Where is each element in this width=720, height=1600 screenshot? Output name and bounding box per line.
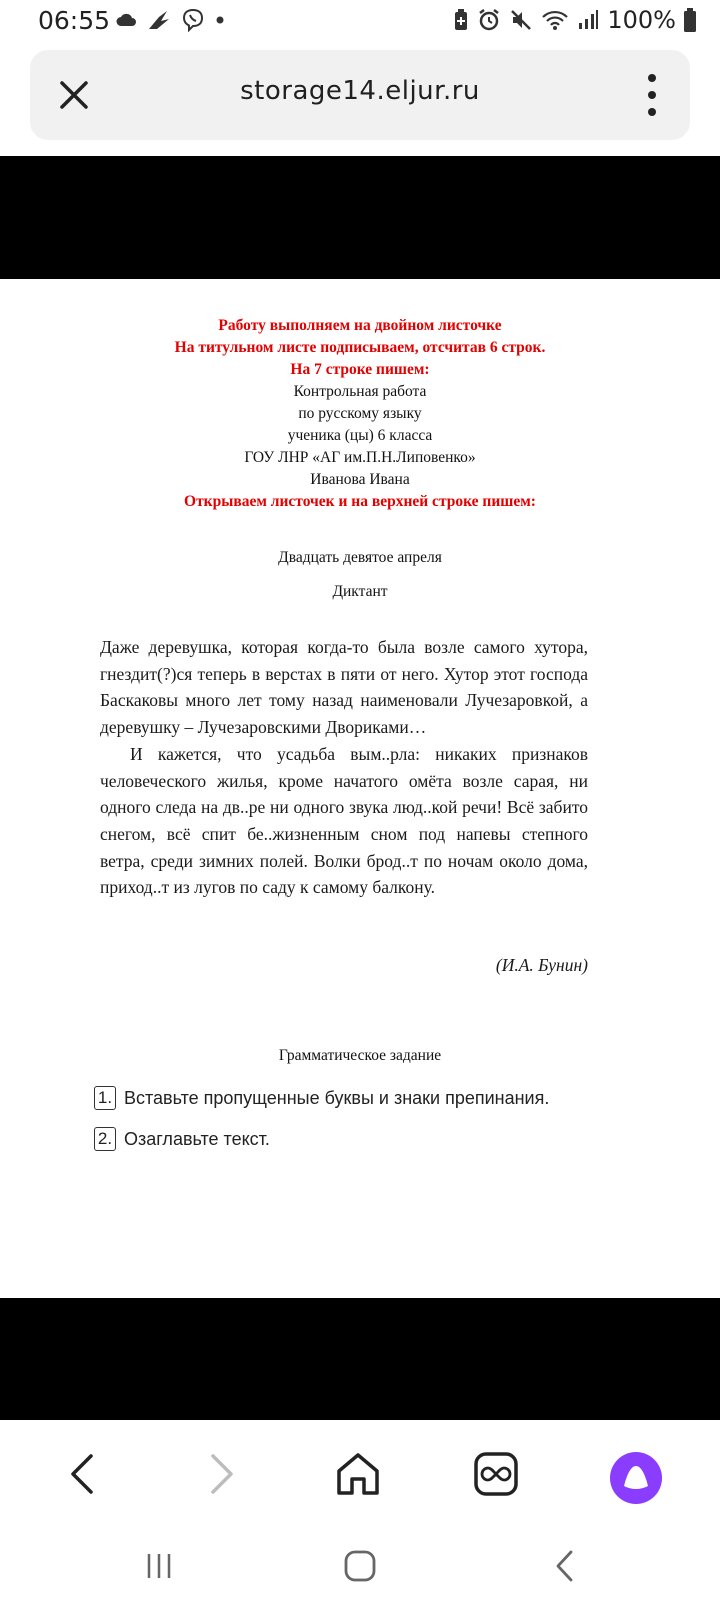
battery-icon: [684, 8, 696, 32]
system-nav: [0, 1532, 720, 1600]
task-item: [94, 1127, 270, 1151]
task-text: Озаглавьте текст.: [124, 1128, 270, 1149]
status-bar: [0, 0, 720, 44]
back-icon[interactable]: [52, 1444, 112, 1504]
status-left-icons: [115, 8, 225, 32]
forward-icon[interactable]: [192, 1444, 252, 1504]
mute-icon: [509, 8, 533, 32]
browser-bottom-nav: [0, 1420, 720, 1532]
header-red-line: Работу выполняем на двойном листочке: [218, 317, 502, 334]
task-number: 2.: [94, 1127, 116, 1151]
tabs-icon[interactable]: [466, 1444, 526, 1504]
dictation-title: Диктант: [332, 583, 388, 600]
alarm-icon: [477, 8, 501, 32]
wifi-icon: [541, 9, 569, 31]
url-text[interactable]: storage14.eljur.ru: [240, 76, 480, 106]
paragraph-1: Даже деревушка, которая когда-то была возле самого хутора, гнездит(?)ся теперь в верстах в пяти от него. Хутор этот господа Баскаковы много лет тому назад наименовали Лучезаровкой, а деревушку – Лучезаровскими Двориками…: [100, 637, 588, 738]
more-vertical-icon[interactable]: [644, 72, 660, 118]
home-button-icon[interactable]: [335, 1546, 385, 1586]
date-line: Двадцать девятое апреля: [278, 549, 442, 566]
recent-apps-icon[interactable]: [134, 1546, 184, 1586]
alice-assistant-icon[interactable]: [610, 1452, 662, 1504]
title-line: по русскому языку: [298, 405, 422, 422]
home-icon[interactable]: [328, 1444, 388, 1504]
task-text: Вставьте пропущенные буквы и знаки препинания.: [124, 1087, 550, 1108]
task-number: 1.: [94, 1086, 116, 1110]
battery-saver-icon: [453, 9, 469, 31]
task-item: [94, 1086, 549, 1110]
status-time: 06:55: [38, 6, 111, 35]
header-red-line: На титульном листе подписываем, отсчитав 6 строк.: [174, 339, 546, 356]
cloud-icon: [115, 12, 137, 28]
title-line: ГОУ ЛНР «АГ им.П.Н.Липовенко»: [244, 449, 476, 466]
image-letterbox-bottom: [0, 1298, 720, 1420]
system-back-icon[interactable]: [540, 1546, 590, 1586]
status-right-icons: [453, 6, 696, 34]
header-red-line: На 7 строке пишем:: [290, 361, 430, 378]
dictation-text: [100, 634, 588, 901]
dot-icon: [215, 15, 225, 25]
open-instruction: Открываем листочек и на верхней строке пишем:: [184, 493, 536, 510]
title-line: Контрольная работа: [293, 383, 427, 400]
image-letterbox-top: [0, 156, 720, 279]
viber-icon: [181, 8, 205, 32]
signal-icon: [577, 9, 599, 31]
battery-percent: 100%: [607, 6, 676, 34]
title-line: ученика (цы) 6 класса: [287, 427, 433, 444]
bird-icon: [147, 9, 171, 31]
title-line: Иванова Ивана: [310, 471, 410, 488]
url-bar[interactable]: [30, 50, 690, 140]
paragraph-2: И кажется, что усадьба вым..рла: никаких признаков человеческого жилья, кроме начатого омёта возле сарая, ни одного следа на дв..ре ни одного звука люд..кой речи! Всё забито снегом, всё спит бе..жизненным сном под напевы степного ветра, среди зимних полей. Волки брод..т по ночам около дома, приход..т из лугов по саду к самому балкону.: [100, 743, 588, 898]
grammar-title: Грамматическое задание: [278, 1047, 442, 1064]
author: (И.А. Бунин): [495, 955, 588, 975]
document-image: [0, 279, 720, 1298]
